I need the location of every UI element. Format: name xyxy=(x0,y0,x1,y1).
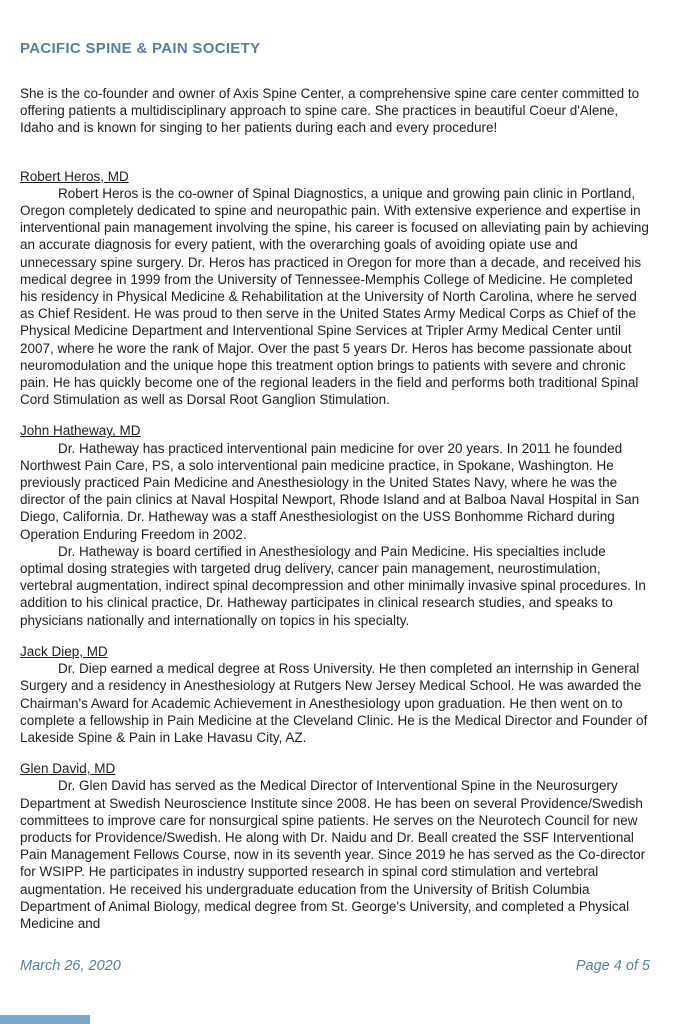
bio-paragraph: Dr. Hatheway is board certified in Anesthesiology and Pain Medicine. His specialties include optimal dosing strategies with targeted drug delivery, cancer pain management, neurostimulation, vertebral augmentation, indirect spinal decompression and other minimally invasive spinal procedures. In addition to his clinical practice, Dr. Hatheway participates in clinical research studies, and speaks to physicians nationally and internationally on topics in his specialty. xyxy=(20,543,646,628)
bio-paragraph: Robert Heros is the co-owner of Spinal Diagnostics, a unique and growing pain clinic in Portland, Oregon completely dedicated to spine and neuropathic pain. With extensive experience and expertise in interventional pain management involving the spine, his career is focused on alleviating pain by achieving an accurate diagnosis for every patient, with the overarching goals of avoiding opiate use and unnecessary spine surgery. Dr. Heros has practiced in Oregon for more than a decade, and received his medical degree in 1999 from the University of Tennessee-Memphis College of Medicine. He completed his residency in Physical Medicine & Rehabilitation at the University of North Carolina, where he served as Chief Resident. He was proud to then serve in the United States Army Medical Corps as Chief of the Physical Medicine Department and Interventional Spine Services at Tripler Army Medical Center until 2007, where he wore the rank of Major. Over the past 5 years Dr. Heros has become passionate about neuromodulation and the unique hope this treatment option brings to patients with severe and chronic pain. He has quickly become one of the regional leaders in the field and performs both traditional Spinal Cord Stimulation as well as Dorsal Root Ganglion Stimulation. xyxy=(20,185,649,408)
section-heading-jack-diep: Jack Diep, MD xyxy=(20,643,108,659)
bio-section-robert-heros xyxy=(20,168,650,409)
page-bottom-bar xyxy=(0,1015,90,1024)
section-heading-robert-heros: Robert Heros, MD xyxy=(20,168,129,184)
bio-paragraph: Dr. Hatheway has practiced interventional pain medicine for over 20 years. In 2011 he founded Northwest Pain Care, PS, a solo interventional pain medicine practice, in Spokane, Washington. He previously practiced Pain Medicine and Anesthesiology in the United States Navy, where he was the director of the pain clinics at Naval Hospital Newport, Rhode Island and at Balboa Naval Hospital in San Diego, California. Dr. Hatheway was a staff Anesthesiologist on the USS Bonhomme Richard during Operation Enduring Freedom in 2002. xyxy=(20,440,640,542)
bio-section-glen-david xyxy=(20,760,650,932)
footer-page-number: Page 4 of 5 xyxy=(575,958,650,974)
bio-paragraph: Dr. Diep earned a medical degree at Ross University. He then completed an internship in General Surgery and a residency in Anesthesiology at Rutgers New Jersey Medical School. He was awarded the Chairman's Award for Academic Achievement in Anesthesiology upon graduation. He then went on to complete a fellowship in Pain Medicine at the Cleveland Clinic. He is the Medical Director and Founder of Lakeside Spine & Pain in Lake Havasu City, AZ. xyxy=(20,661,648,745)
page-title: PACIFIC SPINE & PAIN SOCIETY xyxy=(20,40,261,57)
bio-section-john-hatheway xyxy=(20,422,650,628)
section-heading-glen-david: Glen David, MD xyxy=(20,761,116,777)
section-heading-john-hatheway: John Hatheway, MD xyxy=(20,423,141,439)
footer-date: March 26, 2020 xyxy=(20,958,121,974)
page-footer xyxy=(20,958,650,974)
bio-paragraph: Dr. Glen David has served as the Medical Director of Interventional Spine in the Neurosurgery Department at Swedish Neuroscience Institute since 2008. He has been on several Providence/Swedish committees to improve care for nonsurgical spine patients. He serves on the Neurotech Council for new products for Providence/Swedish. He along with Dr. Naidu and Dr. Beall created the SSF Interventional Pain Management Fellows Course, now in its seventh year. Since 2019 he has served as the Co-director for WSIPP. He participates in industry supported research in spinal cord stimulation and vertebral augmentation. He received his undergraduate education from the University of British Columbia Department of Animal Biology, medical degree from St. George's University, and completed a Physical Medicine and xyxy=(20,778,646,931)
bio-section-jack-diep xyxy=(20,643,650,746)
intro-paragraph: She is the co-founder and owner of Axis Spine Center, a comprehensive spine care center committed to offering patients a multidisciplinary approach to spine care. She practices in beautiful Coeur d'Alene, Idaho and is known for singing to her patients during each and every procedure! xyxy=(20,86,640,136)
